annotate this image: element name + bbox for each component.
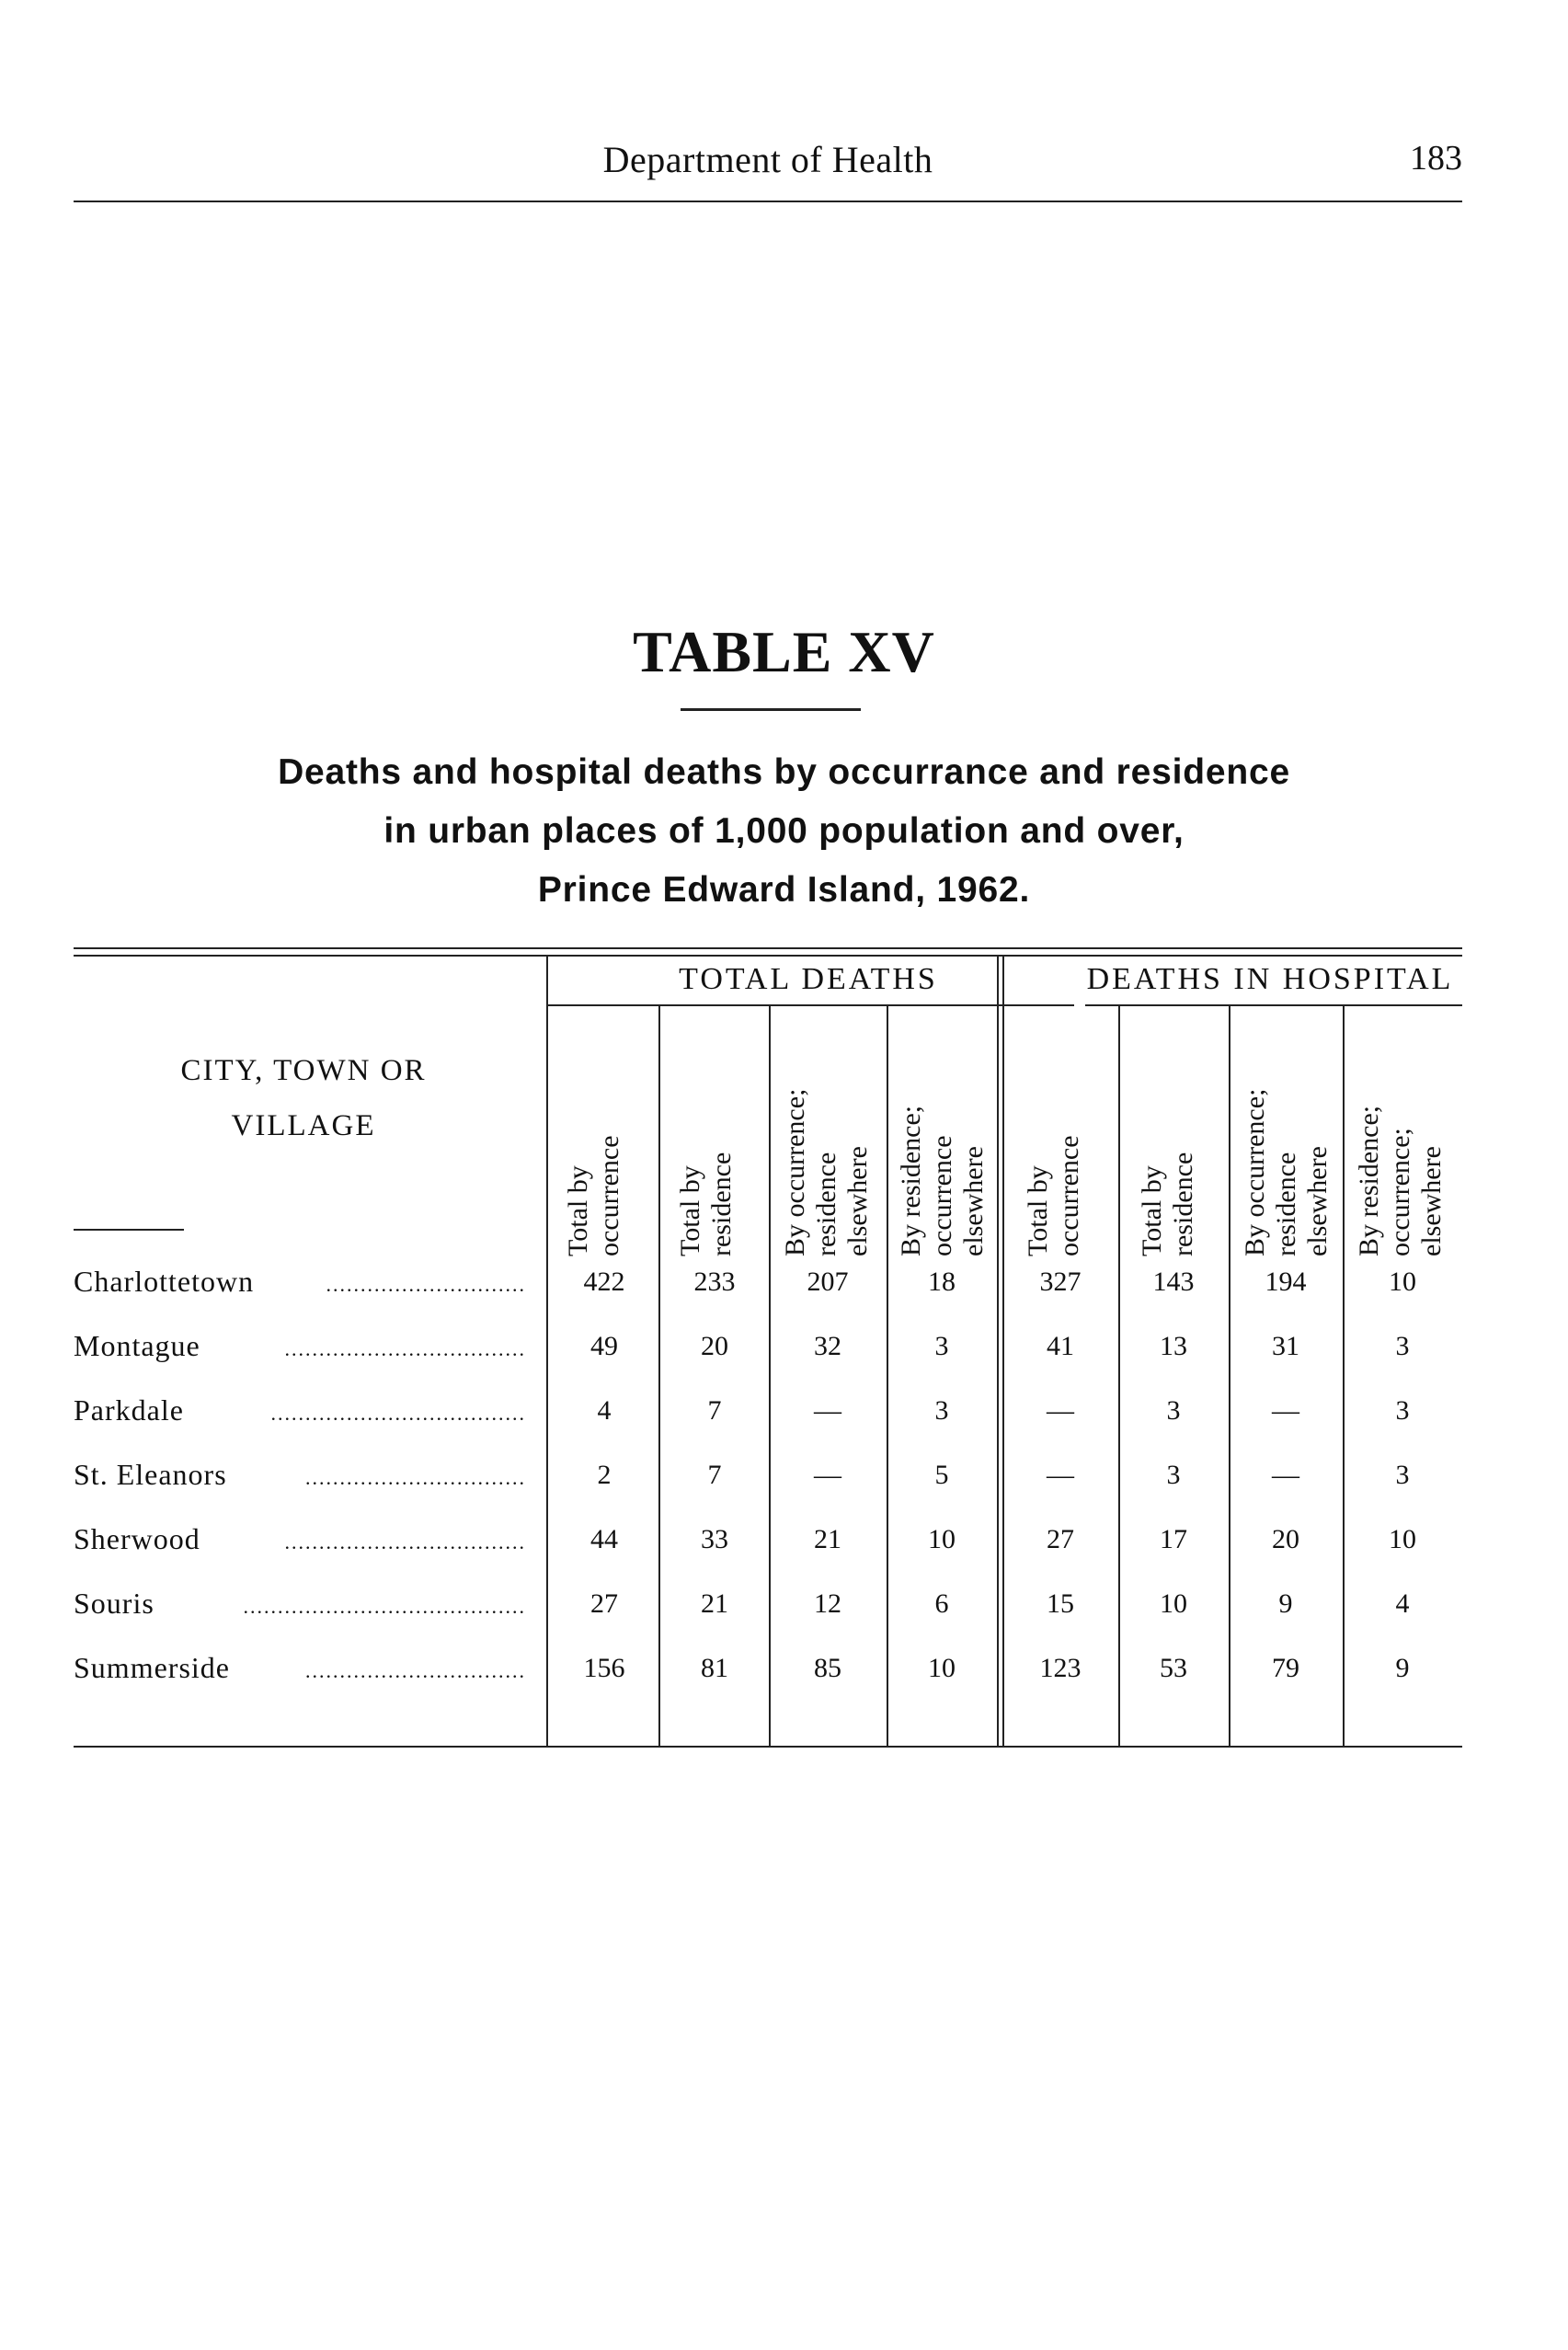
col-divider-2 <box>769 1006 771 1746</box>
column-header-2: Total by residence <box>675 1152 737 1256</box>
table-cell: 123 <box>1039 1653 1082 1683</box>
col-divider-5 <box>1118 1006 1120 1746</box>
table-cell: 207 <box>807 1267 849 1297</box>
place-name: Montague <box>74 1329 200 1362</box>
table-cell: 13 <box>1160 1331 1187 1361</box>
table-cell: 21 <box>701 1588 728 1619</box>
table-cell: 10 <box>928 1524 956 1554</box>
table-cell: 3 <box>934 1395 949 1426</box>
caption-line-1: Deaths and hospital deaths by occurrance and residence <box>278 752 1290 792</box>
table-cell: 44 <box>590 1524 618 1554</box>
place-name: St. Eleanors <box>74 1458 227 1491</box>
table-cell: 2 <box>597 1460 612 1490</box>
table-cell: 9 <box>1278 1588 1293 1619</box>
col-divider-stub <box>546 957 548 1746</box>
col-divider-1 <box>658 1006 660 1746</box>
table-cell: 10 <box>1389 1524 1416 1554</box>
place-name: Sherwood <box>74 1522 200 1555</box>
table-cell: 33 <box>701 1524 728 1554</box>
table-cell: 422 <box>583 1267 625 1297</box>
group-deaths-in-hospital: DEATHS IN HOSPITAL <box>1086 962 1454 996</box>
table-cell: — <box>1272 1460 1299 1490</box>
table-cell: 327 <box>1039 1267 1082 1297</box>
table-cell: 194 <box>1265 1267 1307 1297</box>
table-cell: 27 <box>590 1588 618 1619</box>
table-cell: 10 <box>928 1653 956 1683</box>
table-cell: 27 <box>1047 1524 1074 1554</box>
leader-dots: ................................... <box>284 1337 526 1360</box>
table-cell: 7 <box>707 1395 722 1426</box>
leader-dots: ............................. <box>326 1273 526 1296</box>
table-cell: 3 <box>1166 1460 1181 1490</box>
table-number: TABLE XV <box>633 619 935 684</box>
table-cell: 156 <box>583 1653 625 1683</box>
table-cell: 233 <box>693 1267 736 1297</box>
running-header <box>74 138 1462 193</box>
table-cell: 3 <box>934 1331 949 1361</box>
page-number: 183 <box>1410 139 1462 178</box>
column-header-1: Total by occurrence <box>563 1135 624 1256</box>
title-rule <box>681 708 861 711</box>
row-label <box>74 1458 533 1492</box>
table-cell: 3 <box>1166 1395 1181 1426</box>
column-header-5: Total by occurrence <box>1023 1135 1084 1256</box>
leader-dots: ................................ <box>305 1466 526 1489</box>
column-header-6: Total by residence <box>1137 1152 1198 1256</box>
table-cell: — <box>814 1460 841 1490</box>
table-cell: 4 <box>1395 1588 1410 1619</box>
table-cell: 6 <box>934 1588 949 1619</box>
leader-dots: ......................................... <box>243 1595 526 1618</box>
column-header-8: By residence; occurrence; elsewhere <box>1354 1105 1447 1256</box>
group-underline-hospital <box>1085 1004 1462 1006</box>
table-cell: 20 <box>1272 1524 1299 1554</box>
place-name: Souris <box>74 1587 155 1620</box>
running-header-title: Department of Health <box>602 139 933 180</box>
table-cell: 81 <box>701 1653 728 1683</box>
table-caption <box>0 743 1568 920</box>
table-cell: 7 <box>707 1460 722 1490</box>
col-divider-7 <box>1343 1006 1345 1746</box>
table-cell: 20 <box>701 1331 728 1361</box>
table-cell: 3 <box>1395 1331 1410 1361</box>
caption-line-2: in urban places of 1,000 population and over, <box>383 811 1185 851</box>
stub-header-rule <box>74 1229 184 1231</box>
table-cell: 10 <box>1160 1588 1187 1619</box>
table-cell: 18 <box>928 1267 956 1297</box>
leader-dots: ..................................... <box>270 1402 526 1425</box>
table-cell: 53 <box>1160 1653 1187 1683</box>
table-cell: 32 <box>814 1331 841 1361</box>
row-label <box>74 1265 533 1299</box>
column-header-4: By residence; occurrence elsewhere <box>896 1105 989 1256</box>
place-name: Parkdale <box>74 1393 184 1427</box>
table-cell: 10 <box>1389 1267 1416 1297</box>
column-header-7: By occurrence; residence elsewhere <box>1240 1088 1333 1256</box>
leader-dots: ................................... <box>284 1530 526 1553</box>
col-divider-6 <box>1229 1006 1230 1746</box>
table-cell: 143 <box>1152 1267 1195 1297</box>
table-cell: — <box>814 1395 841 1426</box>
place-name: Charlottetown <box>74 1265 255 1298</box>
table-cell: 85 <box>814 1653 841 1683</box>
table-cell: 49 <box>590 1331 618 1361</box>
col-divider-group-b <box>1002 957 1004 1746</box>
table-cell: 3 <box>1395 1460 1410 1490</box>
table-cell: — <box>1047 1460 1074 1490</box>
column-header-3: By occurrence; residence elsewhere <box>780 1088 873 1256</box>
row-label <box>74 1329 533 1363</box>
table-cell: — <box>1272 1395 1299 1426</box>
group-underline-total <box>548 1004 1074 1006</box>
table-cell: — <box>1047 1395 1074 1426</box>
table-top-rule-2 <box>74 955 1462 957</box>
table-top-rule <box>74 947 1462 949</box>
table-cell: 17 <box>1160 1524 1187 1554</box>
table-cell: 5 <box>934 1460 949 1490</box>
row-label <box>74 1587 533 1621</box>
place-name: Summerside <box>74 1651 230 1684</box>
table-cell: 4 <box>597 1395 612 1426</box>
row-label <box>74 1522 533 1556</box>
table-cell: 12 <box>814 1588 841 1619</box>
table-cell: 21 <box>814 1524 841 1554</box>
data-table <box>74 947 1462 1775</box>
header-rule <box>74 201 1462 202</box>
stub-header-line-2: VILLAGE <box>231 1109 376 1142</box>
leader-dots: ................................ <box>305 1659 526 1682</box>
table-cell: 79 <box>1272 1653 1299 1683</box>
table-cell: 3 <box>1395 1395 1410 1426</box>
table-bottom-rule <box>74 1746 1462 1748</box>
table-cell: 41 <box>1047 1331 1074 1361</box>
stub-header-line-1: CITY, TOWN OR <box>180 1054 427 1087</box>
stub-header <box>74 1043 533 1153</box>
row-label <box>74 1393 533 1427</box>
row-label <box>74 1651 533 1685</box>
table-cell: 15 <box>1047 1588 1074 1619</box>
table-cell: 9 <box>1395 1653 1410 1683</box>
caption-line-3: Prince Edward Island, 1962. <box>537 870 1031 910</box>
col-divider-group-a <box>997 957 999 1746</box>
group-total-deaths: TOTAL DEATHS <box>679 962 938 996</box>
table-cell: 31 <box>1272 1331 1299 1361</box>
col-divider-3 <box>887 1006 888 1746</box>
